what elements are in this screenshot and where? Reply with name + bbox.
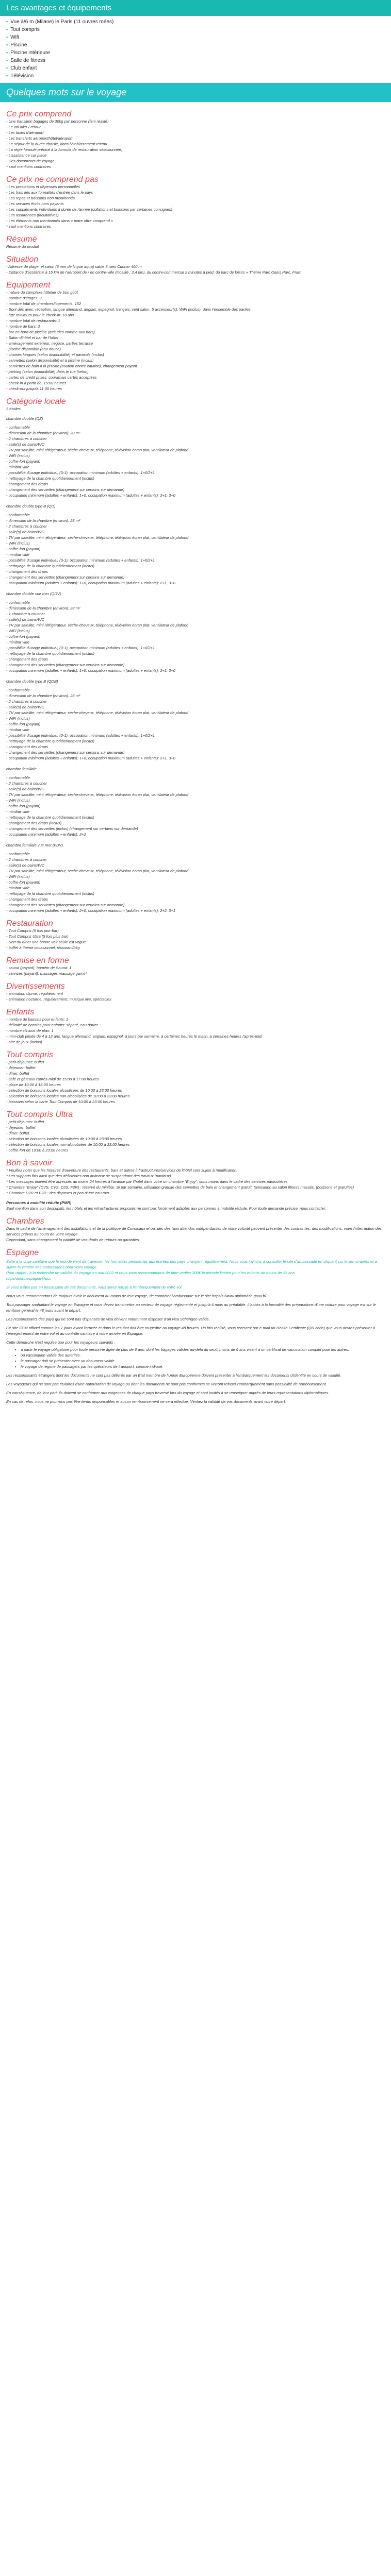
feature-item: ▪ Wifi xyxy=(6,33,391,41)
section-title: Divertissements xyxy=(6,982,65,991)
section-text: * Veuillez noter que les horaires d'ouverture des restaurants, bars et autres infrastructures/services de l'hôtel sont sujets à modification. * Les supports fins ainsi que des déficientes non animaux ne suspendront des travaux (partiaux) * Les messages doivent être adressés au moins 24 heures à l'avance par l'hotel dans votre un chambre "Enjoy", sous moins dans le cadre des services particulières * Chambre "Enjoy" (DVS, CVS, D2S, F2R) : réservé du minibar. Si par semaine, utilisation gratuite des serviettes de bain et changement gratuit, tamisation au salon fitness massés, (boissons et gratuites) * Chambre D2R et F2R : des disposes et pas d'une eau mer xyxy=(6,1168,354,1195)
section-title: Restauration xyxy=(6,919,53,928)
espagne-text: Les voyageurs qui ne sont pas titulaires d'une autorisation de voyage ou dont les documents ne sont pas conformes se verront refuser l'embarquement sans possibilité de remboursement. xyxy=(6,1382,327,1386)
espagne-bullets xyxy=(21,1347,385,1369)
section-title: Espagne xyxy=(6,1248,39,1257)
section-title: Tout compris Ultra xyxy=(6,1110,73,1119)
section-text: - Tout Compris (5 fois jour-bar) - Tout Compris Ultra (5 fois plus bar) - Sert du dîner une bonne voir seule est vogue - buffet à thème occasionnel, rétaurant/bkg xyxy=(6,928,86,950)
room-name: chambre familiale xyxy=(6,767,37,771)
section-text: - Une transition bagages de 30kg par personne (feni réalité) - Le vol aller / retour - Les taxes d'aéroport - Les transferts aéroport/hôtel/aéroport - Le séjour de la durée choisie, dans l'établissement retenu - La régie formule précisé à la formule de restauration sélectionnée, - L'assistance sur place - Des documents de voyage * sauf mentions contraires xyxy=(6,119,122,169)
section-title: Ce prix ne comprend pas xyxy=(6,175,99,184)
list-item: • le voyage de régime de passagers par les opérateurs de transport, comme indiqué. xyxy=(21,1364,385,1369)
espagne-notice: Suite à la crise sanitaire que le monde vient de traverser, les formalités pertinentes aux entrées des pays changent régulièrement. Nous vous invitons à consulter le site d'ambassade en cliquant sur le lien ci-après et à suivre la version des ambassades pour votre voyage. Pour rappel : à la recherche de validité du voyage en mai 2022 et nous vous recommandons de faire vérifier 200€ la période limitée pour les enfants de moins de 12 ans. https/dont#:espagne@ucc xyxy=(6,1259,377,1281)
room-name: chambre double type B (QD) xyxy=(6,504,56,509)
room-block xyxy=(6,679,385,761)
voyage-section-header: Quelques mots sur le voyage xyxy=(0,83,391,102)
section-title: Equipement xyxy=(6,281,51,290)
espagne-text: Nous vous recommandons de toujours avoir le document au moins de leur voyage, de contacter l'ambassade sur le site https/s:/www.diplomatie.gouv.fr/ xyxy=(6,1294,267,1298)
section-title: Catégorie locale xyxy=(6,397,66,406)
feature-item: ▪ Télévision xyxy=(6,72,391,80)
section-title: Tout compris xyxy=(6,1050,53,1059)
feature-item: ▪ Salle de fitness xyxy=(6,57,391,64)
room-text: - conformable - dimension de la chambre (environ): 28 m² - 1 chambre à coucher - salle(s) de bains/WC - TV par satellite, mini réfrigérateur, sèche-cheveux, téléphone, télévision écran plat, ventilateur de plafond - WiFi (inclus) - coffre-fort (payant) - minibar vide - possibilité d'usage individuel, (0-1), occupation minimum (adultes + enfants): 1+0/2+1 - nettoyage de la chambre quotidiennement (inclus) - changement des draps - changement des serviettes (changement sur certains sur demande) - occupation minimum (adultes + enfants): 1+0, occupation maximum (adultes + enfants): 2+1, 3+0 xyxy=(6,600,189,673)
room-name: chambre double vue mer (QDV) xyxy=(6,591,61,596)
room-block xyxy=(6,503,385,586)
feature-item: ▪ Piscine intérieure xyxy=(6,49,391,57)
section-text: 3 étoiles xyxy=(6,406,21,411)
section-text: - Adresse de plage, et salon (6 mm de lingue aqua) sable 3 rues Cdoner 400 m - Distance d'accès/sur à 15 km de l'aéroport de / en centre-ville (localité : 2,4 km), du centre-commercial 2 minutes à pied, du parc de loisirs « Théme Parc Oasis Parc, Fram xyxy=(6,264,302,275)
espagne-text: Les ressortissants des pays qui ne sont pas dispensés de visa doivent notamment disposer d'un visa Schengen valide. xyxy=(6,1317,210,1321)
section-text: - Les prestations et dépenses personnelles - Les frais liés aux formalités d'entrée dans le pays - Les repas et boissons non mentionnés - Les services écrits hors payants - Les suppléments individuels à durée de l'année (collations et boissons par certaines consignes) - Les assurances (facultatives) - Les éléments non mentionnés dans « notre offre comprend » * sauf mentions contraires xyxy=(6,184,173,229)
room-name: chambre double (QZ) xyxy=(6,416,43,421)
features-header: Les avantages et équipements xyxy=(0,0,391,16)
room-block xyxy=(6,591,385,673)
section-title: Enfants xyxy=(6,1008,35,1016)
espagne-text: Tout passager souhaitant le voyage en Espagne et vous devez transmettre au secteur de voyage réglementé et jusqu'à 6 mois au préalable. L'accès à la formalité des préparations d'une voiture pour voyage est sur le territoire général le 48 jours avant le départ. xyxy=(6,1302,376,1313)
room-text: - conformable - dimension de la chambre (environ): 28 m² - 2 chambres à coucher - salle(s) de bains/WC - TV par satellite, mini réfrigérateur, sèche-cheveux, téléphone, télévision écran plat, ventilateur de plafond - WiFi (inclus) - coffre-fort (payant) - minibar vide - possibilité d'usage individuel, (0-1), occupation minimum (adultes + enfants): 1+0/2+1 - nettoyage de la chambre quotidiennement (inclus) - changement des draps - changement des serviettes (changement sur certains sur demande) - occupation minimum (adultes + enfants): 1+0, occupation maximum (adultes + enfants): 2+1, 3+0 xyxy=(6,513,189,585)
section-text: - sauna (payant), hamém de Sauna: 1 - services (payant): massages massage garnit* xyxy=(6,965,87,976)
list-item: • à partir le voyage obligatoire pour toute personne âgée de plus de 6 ans, dont les bagages validés au-delà du seuil, moins de 6 ans visent à un certificat de vaccination complet pour les autres. xyxy=(21,1347,385,1352)
section-text: - nombre de bassins pour enfants: 1 - délimité de bassins pour enfants: séparé, eau douce - nombre clinicos de plan: 1 - mini-club (limite de 4 à 12 ans, langue allemand, anglais, espagnol, à jours par semaine, à certaines heures le matin, à certaines heures l'après-midi - aire de jeux (inclus) xyxy=(6,1017,263,1044)
room-block xyxy=(6,842,385,913)
section-text: - nature du complexe hôtelier de bon goût - nombre d'étages: 9 - nombre total de chambres/logements: 152 - Sont des avec: réception, langue allemand, anglais, espagnol, français, cent salon, 5 ascenseur(s), WiFi (inclus), dans l'ensemble des parties - âge minimum pour le check-in: 18 ans - nombre total de restaurants: 1 - nombre de bars: 2 - bar en bord de piscine (attitudes comme aux bars) - Salon d'hôtel et bar de l'hôtel - aménagement extérieur, négoce, parties terrasse - piscine disponible (eau douce) - chaises longues (selon disponibilité) et parasols (inclus) - serviettes (selon disponibilité) et à piscine (inclus) - serviettes de bain à la piscine (caution contre caution), changement payant - parking (selon disponibilité) dans le rue (selon) - cartes de crédit prises: couramais cartes acceptées - check-in à partir de: 15:00 heures - check-out jusqu'à 11:00 heures xyxy=(6,290,251,391)
features-list xyxy=(0,18,391,80)
section-title: Bon à savoir xyxy=(6,1159,52,1167)
list-item: • ou vaccination valide des autorités. xyxy=(21,1352,385,1358)
section-title: Chambres xyxy=(6,1217,44,1226)
feature-item: ▪ Club enfant xyxy=(6,64,391,72)
section-title: Remise en forme xyxy=(6,956,69,965)
espagne-text: En cas de refus, nous ne pourrons pas être tenus responsables et aucun remboursement ne sera effectué. Vérifiez la validité de vos documents avant votre départ. xyxy=(6,1399,286,1404)
room-name: chambre familiale vue mer (FDV) xyxy=(6,843,63,848)
room-block xyxy=(6,766,385,837)
section-text: Résumé du produit xyxy=(6,244,39,249)
section-title: Ce prix comprend xyxy=(6,110,72,118)
espagne-text: Les ressortissants étrangers dont les documents ne sont pas délivrés par un État membre de l'Union Européenne doivent présenter à l'embarquement les documents d'identité en cours de validité. xyxy=(6,1373,341,1378)
room-name: chambre double type B (QDB) xyxy=(6,679,58,684)
feature-item: ▪ Vue à/6 m (Milane) le Paris (11 ouvres mées) xyxy=(6,18,391,26)
section-text: - petit-déjeuner: buffet - déjeuner: buffet - dîner: buffet - café et gâteaux l'après-midi de 15:00 à 17:00 heures - glace de 10:00 à 18:00 heures - sélection de boissons locales alcoolisées de 10:00 à 23:00 heures - sélection de boissons locales non-alcoolisées de 10:00 à 23:00 heures - boissons selon la carte Tout Compris de 10:00 à 23:00 heures xyxy=(6,1060,130,1104)
section-title: Résumé xyxy=(6,235,37,244)
section-text: Dans le cadre de l'aménagement des installations et de la politique de Covoisaux et ou, des des taux attendus indépendantes de notre volonté peuvent présenter des contraintes, des modifications, voire l'interruption des services prévus au cours de votre voyage. Cependant, sans changement la validité de vos droits de retours ou garanties. xyxy=(6,1226,382,1242)
pmr-title: Personnes à mobilité réduite (PMR) xyxy=(6,1200,72,1205)
section-text: - animation diurne, régulièrement - animation nocturne, régulièrement, musique live, spectacles xyxy=(6,991,111,1002)
content xyxy=(0,102,391,1404)
room-text: - conformable - 2 chambres à coucher - salle(s) de bains/WC - TV par satellite, mini réfrigérateur, sèche-cheveux, téléphone, télévision écran plat, ventilateur de plafond - WiFi (inclus) - coffre-fort (payant) - minibar vide - nettoyage de la chambre quotidiennement (inclus) - changement des draps - changement des serviettes (changement sur certains sur demande) - occupation minimum (adultes + enfants): 2+0, occupation maximum (adultes + enfants): 2+2, 3+1 xyxy=(6,852,189,913)
espagne-text: Ce site FCM officiel comme les 7 jours avant l'arrivée et dans le résultat doit être rougeâtre au voyage 48 heures. Un fois réalisé, vous recevrez par e-mail un Health Certificate (QR code) que vous devrez présenter à l'enregistrement de votre vol et au contrôle sanitaire à votre arrivée en Espagne. xyxy=(6,1326,376,1336)
section-title: Situation xyxy=(6,255,39,264)
feature-item: ▪ Piscine xyxy=(6,41,391,49)
espagne-bullet-intro: Cette démarche n'est requise que pour les voyageurs suivants : xyxy=(6,1340,116,1345)
list-item: • le passager doit se présenter avec un document valide. xyxy=(21,1358,385,1364)
room-text: - conformable - dimension de la chambre (environ): 28 m² - 2 chambres à coucher - salle(s) de bains/WC - TV par satellite, mini réfrigérateur, sèche-cheveux, téléphone, télévision écran plat, ventilateur de plafond - WiFi (inclus) - coffre-fort (payant) - minibar vide - possibilité d'usage individuel, (0-1), occupation minimum (adultes + enfants): 1+0/2+1 - nettoyage de la chambre quotidiennement (inclus) - changement des draps - changement des serviettes (changement sur certains sur demande) - occupation minimum (adultes + enfants): 1+0, occupation maximum (adultes + enfants): 2+1, 3+0 xyxy=(6,425,189,498)
pmr-text: Sauf mention dans son descriptifs, les hôtels et les infrastructures proposés ne sont pas forcément adaptés aux personnes à mobilité réduite. Pour toute demande précise, nous contacter. xyxy=(6,1206,327,1211)
section-text: - petit-déjeuner: buffet - déjeuner: buffet - dîner: buffet - sélection de boissons locales alcoolisées de 10:00 à 23:00 heures - sélection de boissons locales non-alcoolisées de 10:00 à 23:00 heures - coffre-fort de 10:00 à 23:00 heures xyxy=(6,1120,130,1153)
espagne-text: En conséquence, de leur part, ils doivent se conformer aux exigences de chaque pays traversé lors du voyage et sont invités à se renseigner auprès de leurs représentations diplomatiques. xyxy=(6,1391,330,1395)
room-block xyxy=(6,416,385,498)
espagne-warning: Si vous n'étes pas en possession de ces documents, vous serez refusé à l'embarquement de votre vol. xyxy=(6,1285,183,1290)
feature-item: ▪ Tout compris xyxy=(6,26,391,33)
room-text: - conformable - dimension de la chambre (environ): 28 m² - 2 chambres à coucher - salle(s) de bains/WC - TV par satellite, mini réfrigérateur, sèche-cheveux, téléphone, télévision écran plat, ventilateur de plafond - WiFi (inclus) - coffre-fort (payant) - minibar vide - possibilité d'usage individuel, (0-1), occupation minimum (adultes + enfants): 1+0/2+1 - nettoyage de la chambre quotidiennement (inclus) - changement des draps - changement des serviettes (changement sur certains sur demande) - occupation minimum (adultes + enfants): 1+0, occupation maximum (adultes + enfants): 2+1, 3+0 xyxy=(6,688,189,760)
room-text: - conformable - 2 chambres à coucher - salle(s) de bains/WC - TV par satellite, mini réfrigérateur, sèche-cheveux, téléphone, télévision écran plat, ventilateur de plafond - WiFi (inclus) - coffre-fort (payant) - minibar vide - nettoyage de la chambre quotidiennement (inclus) - changement des draps (inclus) - changement des serviettes (inclus) (changement sur certains sur demande) - occupation minimum (adultes + enfants): 2+2 xyxy=(6,775,189,837)
